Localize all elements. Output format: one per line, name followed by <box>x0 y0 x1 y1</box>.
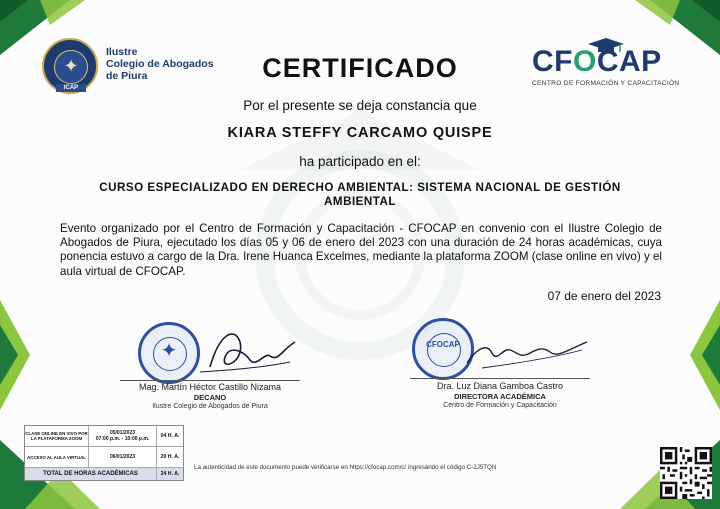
total-label: TOTAL DE HORAS ACADÉMICAS <box>25 468 157 480</box>
schedule-table <box>24 425 184 481</box>
schedule-total-row <box>25 468 183 480</box>
director-role: DIRECTORA ACADÉMICA <box>454 392 546 401</box>
total-hours: 24 H. A. <box>160 471 180 477</box>
schedule-row: ACCESO AL AULA VIRTUAL 06/01/2023 20 H. A. <box>25 447 183 468</box>
dean-name: Mag. Martín Héctor Castillo Nizama <box>138 382 282 392</box>
cfocap-subtitle: CENTRO DE FORMACIÓN Y CAPACITACIÓN <box>532 80 680 87</box>
college-seal: ✦ <box>138 322 200 384</box>
director-signature <box>462 328 592 378</box>
dean-role: DECANO <box>193 393 227 402</box>
director-signature-block <box>390 381 610 409</box>
student-name: KIARA STEFFY CARCAMO QUISPE <box>227 125 493 141</box>
college-name: Ilustre Colegio de Abogados de Piura <box>106 46 214 82</box>
director-name: Dra. Luz Diana Gamboa Castro <box>436 381 564 391</box>
cfocap-seal: CFOCAP <box>412 318 474 380</box>
course-title: CURSO ESPECIALIZADO EN DERECHO AMBIENTAL: SISTEMA NACIONAL DE GESTIÓN AMBIENTAL <box>99 181 621 208</box>
dean-org: Ilustre Colegio de Abogados de Piura <box>152 403 268 410</box>
dean-signature-line <box>120 380 300 381</box>
dean-signature-block <box>100 382 320 410</box>
event-description: Evento organizado por el Centro de Formación y Capacitación - CFOCAP en convenio con el Ilustre Colegio de Abogados de Piura, ejecutado los días 05 y 06 de enero del 2023 con una duración de 24 horas académicas, cuya ponencia estuvo a cargo de la Dra. Irene Huanca Excelmes, mediante la plataforma ZOOM (clase online en vivo) y el aula virtual de CFOCAP. <box>60 222 662 278</box>
intro-text: Por el presente se deja constancia que <box>243 98 477 113</box>
certificate-title: CERTIFICADO <box>262 53 458 83</box>
right-side-decoration <box>680 300 720 410</box>
college-logo: ✦ ICAP <box>42 38 98 94</box>
director-signature-line <box>410 378 590 379</box>
cfocap-logo: CFOCAP CENTRO DE FORMACIÓN Y CAPACITACIÓN <box>532 40 692 90</box>
dean-signature <box>190 322 300 382</box>
participation-text: ha participado en el: <box>299 154 421 169</box>
issue-date: 07 de enero del 2023 <box>547 289 661 303</box>
left-side-decoration <box>0 300 40 410</box>
director-org: Centro de Formación y Capacitación <box>443 402 557 409</box>
verification-note: La autenticidad de este documento puede verificarse en https://cfocap.com/c/ ingresando el código C-2J5TQN <box>194 464 497 471</box>
qr-code[interactable] <box>660 447 712 499</box>
schedule-row: CLASE ONLINE EN VIVO POR LA PLATAFORMA ZOOM 05/01/2023 07:00 p.m. - 10:00 p.m. 04 H. A. <box>25 426 183 447</box>
